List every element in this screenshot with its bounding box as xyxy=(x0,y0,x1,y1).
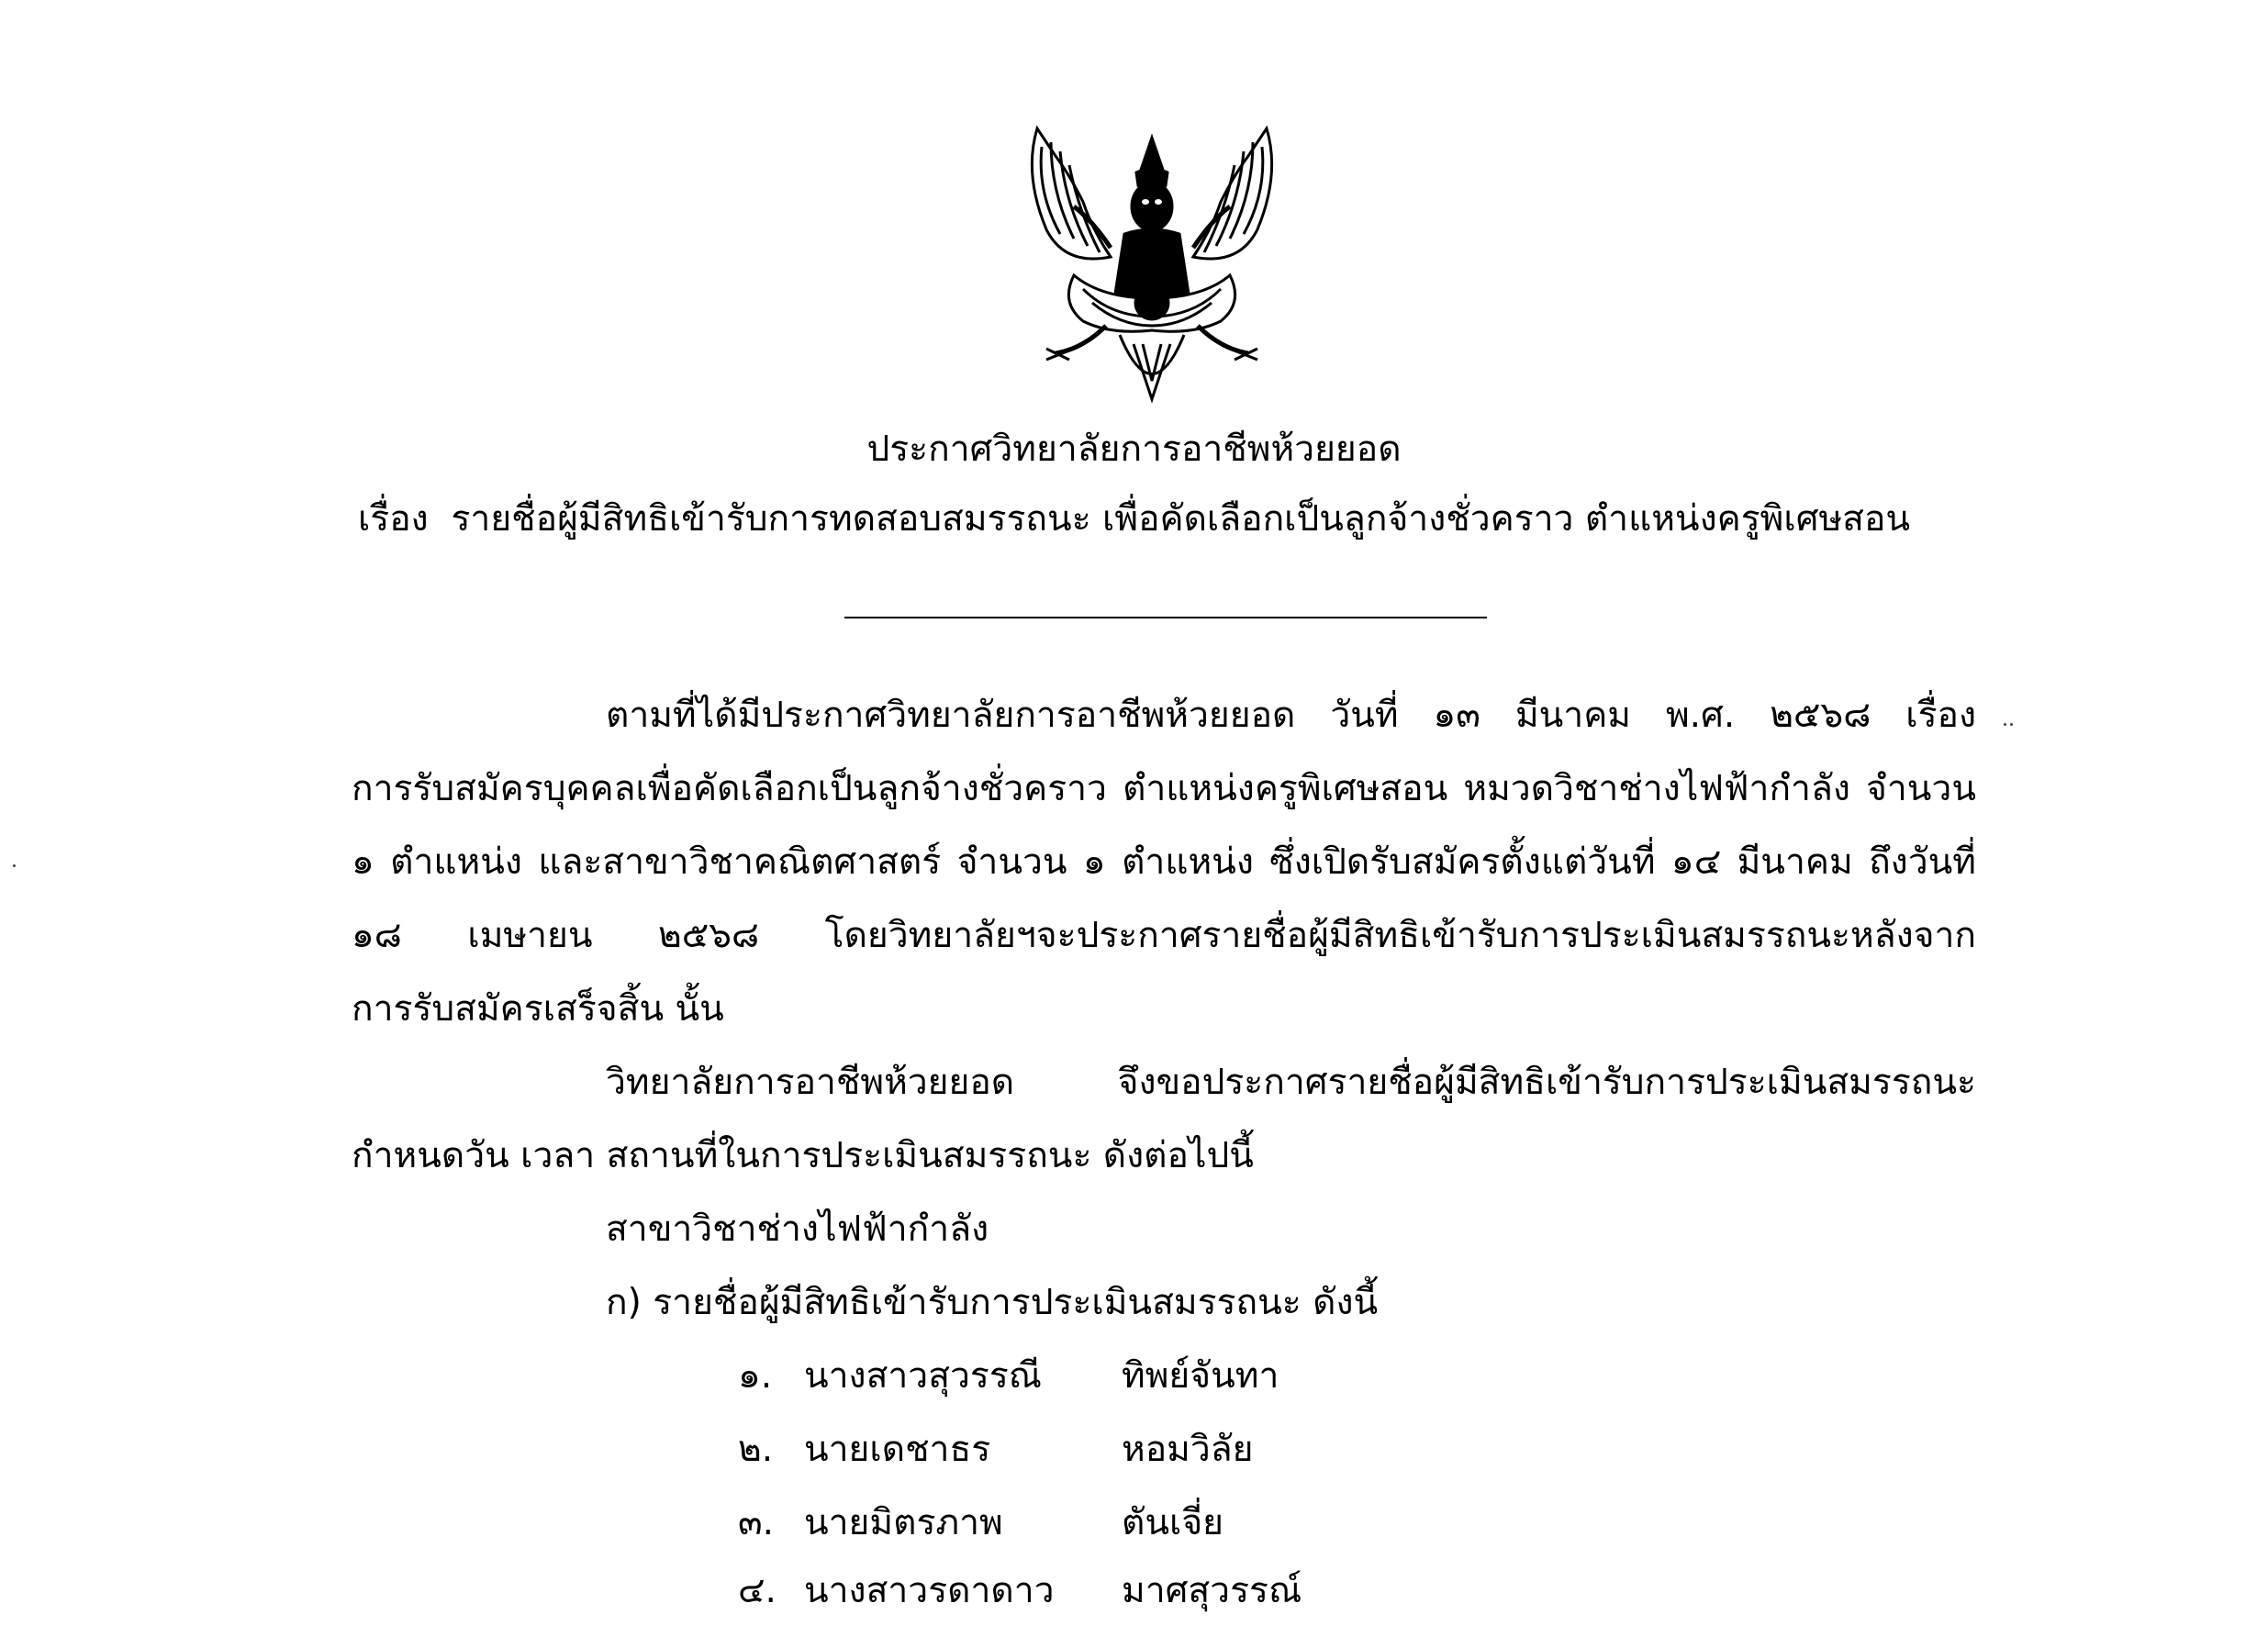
subject-label: เรื่อง xyxy=(357,498,429,540)
item-last-name: มาศสุวรรณ์ xyxy=(1122,1570,1302,1611)
item-number: ๑. xyxy=(738,1355,773,1397)
para2-line-2: กำหนดวัน เวลา สถานที่ในการประเมินสมรรถนะ ดังต่อไปนี้ xyxy=(352,1135,1254,1176)
scan-speck xyxy=(2004,723,2006,726)
garuda-emblem-icon xyxy=(1019,119,1285,413)
para1-line-4: ๑๘ เมษายน ๒๕๖๘ โดยวิทยาลัยฯจะประกาศรายชื่อผู้มีสิทธิเข้ารับการประเมินสมรรถนะหลังจาก xyxy=(352,915,1976,956)
para2-line-1: วิทยาลัยการอาชีพห้วยยอด จึงขอประกาศรายชื่อผู้มีสิทธิเข้ารับการประเมินสมรรถนะ xyxy=(606,1062,1976,1103)
item-last-name: ตันเจี่ย xyxy=(1122,1502,1224,1543)
item-last-name: หอมวิลัย xyxy=(1122,1429,1254,1470)
scan-speck xyxy=(13,864,16,867)
para1-line-1: ตามที่ได้มีประกาศวิทยาลัยการอาชีพห้วยยอด วันที่ ๑๓ มีนาคม พ.ศ. ๒๕๖๘ เรื่อง xyxy=(606,695,1976,736)
item-last-name: ทิพย์จันทา xyxy=(1122,1355,1279,1397)
item-number: ๒. xyxy=(738,1429,774,1470)
item-first-name: นางสาวรดาดาว xyxy=(804,1570,1055,1611)
item-number: ๓. xyxy=(738,1502,775,1543)
subject-text: รายชื่อผู้มีสิทธิเข้ารับการทดสอบสมรรถนะ เพื่อคัดเลือกเป็นลูกจ้างชั่วคราว ตำแหน่งครูพิเศษสอน xyxy=(451,498,1911,540)
section-heading: สาขาวิชาช่างไฟฟ้ากำลัง xyxy=(606,1208,989,1250)
item-first-name: นางสาวสุวรรณี xyxy=(804,1355,1042,1397)
para1-line-3: ๑ ตำแหน่ง และสาขาวิชาคณิตศาสตร์ จำนวน ๑ ตำแหน่ง ซึ่งเปิดรับสมัครตั้งแต่วันที่ ๑๔ มีนาคม ถึงวันที่ xyxy=(352,841,1976,883)
item-first-name: นายมิตรภาพ xyxy=(804,1502,1003,1543)
title-divider xyxy=(844,617,1487,618)
list-intro: ก) รายชื่อผู้มีสิทธิเข้ารับการประเมินสมรรถนะ ดังนี้ xyxy=(606,1282,1379,1323)
subject-line xyxy=(0,494,2268,545)
item-number: ๔. xyxy=(738,1570,776,1611)
scan-speck xyxy=(2010,723,2013,726)
para1-line-2: การรับสมัครบุคคลเพื่อคัดเลือกเป็นลูกจ้างชั่วคราว ตำแหน่งครูพิเศษสอน หมวดวิชาช่างไฟฟ้ากำลัง จำนวน xyxy=(352,768,1976,809)
para1-line-5: การรับสมัครเสร็จสิ้น นั้น xyxy=(352,988,724,1030)
announcement-title: ประกาศวิทยาลัยการอาชีพห้วยยอด xyxy=(866,429,1402,470)
item-first-name: นายเดชาธร xyxy=(804,1429,991,1470)
